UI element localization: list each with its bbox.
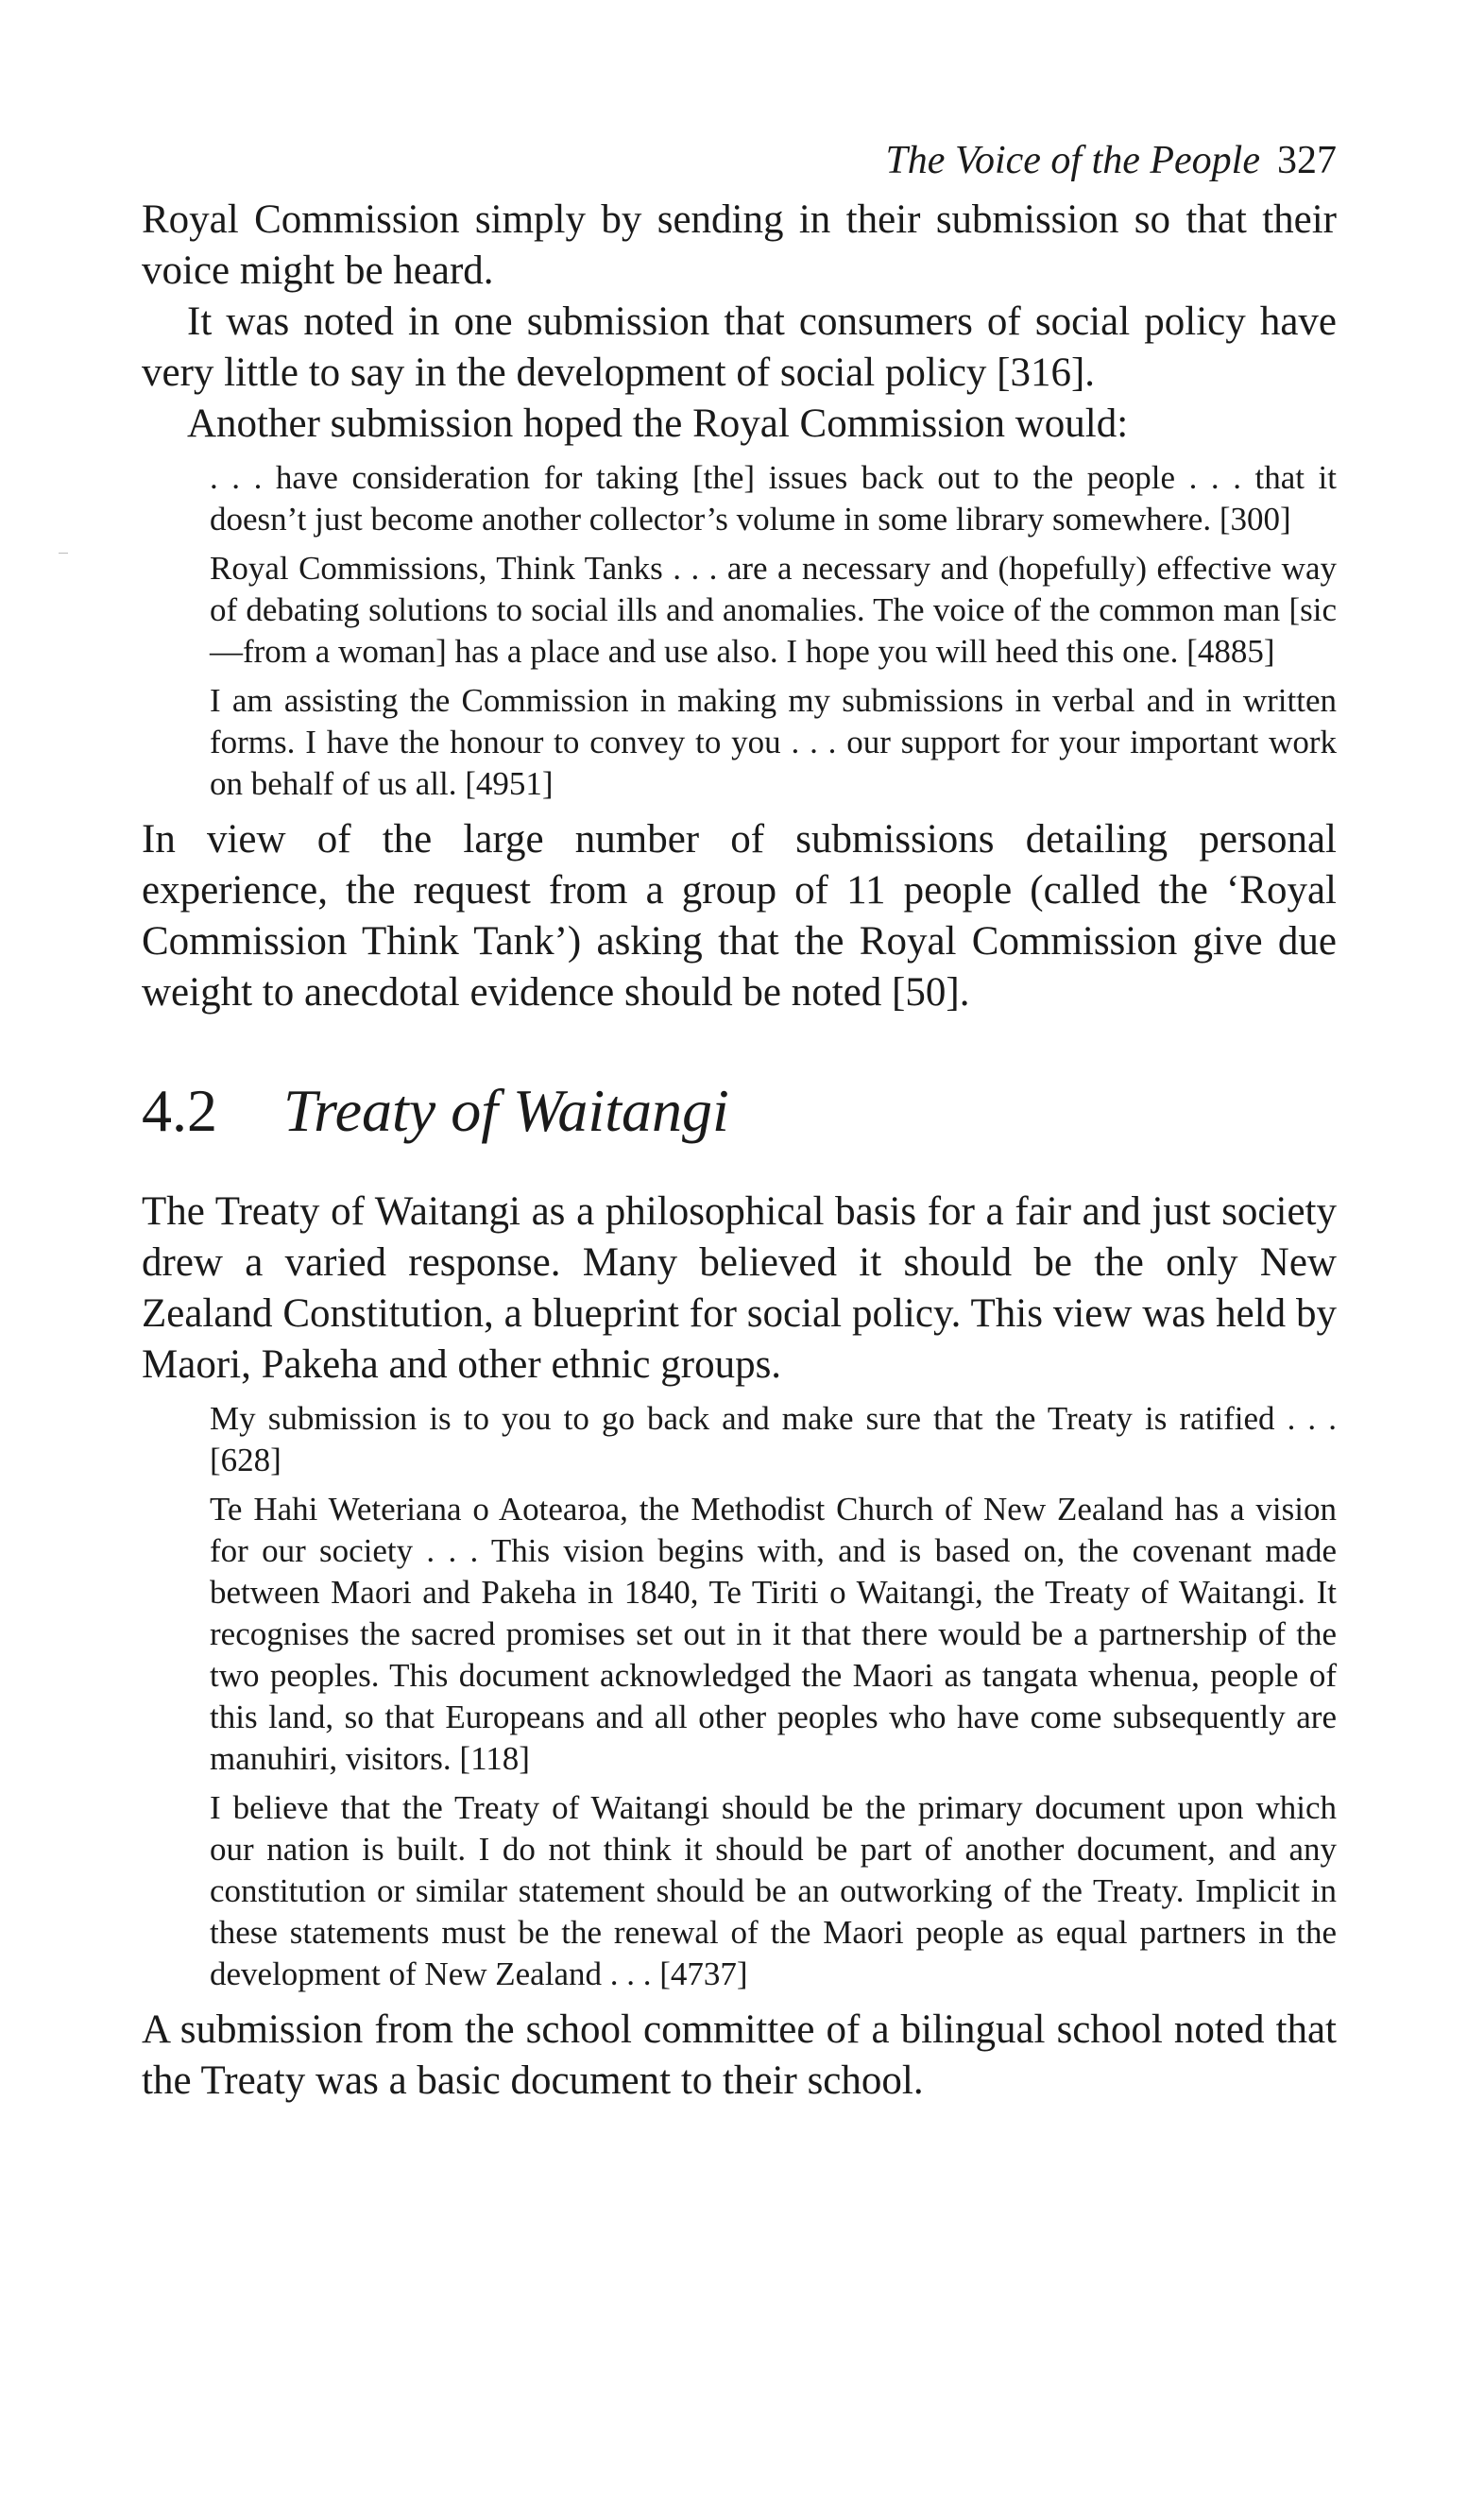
paragraph-continuation: Royal Commission simply by sending in their submission so that their voice might be heard.: [142, 197, 1337, 293]
block-quote: Royal Commissions, Think Tanks . . . are a necessary and (hopefully) effective way of debating solutions to social ills and anomalies. The voice of the common man [sic—from a woman] has a place and use also. I hope you will heed this one. [4885]: [210, 550, 1337, 670]
margin-mark: [59, 553, 68, 554]
paragraph: A submission from the school committee of a bilingual school noted that the Treaty was a basic document to their school.: [142, 2007, 1337, 2103]
block-quotes-2: [210, 1398, 1337, 1995]
paragraph: In view of the large number of submissions detailing personal experience, the request from a group of 11 people (called the ‘Royal Commission Think Tank’) asking that the Royal Commission give due weight to anecdotal evidence should be noted [50].: [142, 817, 1337, 1015]
running-head-title: The Voice of the People: [885, 139, 1260, 182]
block-quote: . . . have consideration for taking [the] issues back out to the people . . . that it doesn’t just become another collector’s volume in some library somewhere. [300]: [210, 459, 1337, 538]
block-quote: My submission is to you to go back and make sure that the Treaty is ratified . . . [628]: [210, 1400, 1337, 1478]
paragraph: Another submission hoped the Royal Commission would:: [187, 401, 1129, 446]
block-quote: Te Hahi Weteriana o Aotearoa, the Methodist Church of New Zealand has a vision for our society . . . This vision begins with, and is based on, the covenant made between Maori and Pakeha in 1840, Te Tiriti o Waitangi, the Treaty of Waitangi. It recognises the sacred promises set out in it that there would be a partnership of the two peoples. This document acknowledged the Maori as tangata whenua, people of this land, so that Europeans and all other peoples who have come subsequently are manuhiri, visitors. [118]: [210, 1491, 1337, 1777]
section-heading: [142, 1073, 1337, 1149]
block-quotes-1: [210, 457, 1337, 805]
document-page: [142, 132, 1337, 2107]
block-quote: I am assisting the Commission in making my submissions in verbal and in written forms. I have the honour to convey to you . . . our support for your important work on behalf of us all. [4951]: [210, 682, 1337, 802]
block-quote: I believe that the Treaty of Waitangi should be the primary document upon which our nation is built. I do not think it should be part of another document, and any constitution or similar statement should be an outworking of the Treaty. Implicit in these statements must be the renewal of the Maori people as equal partners in the development of New Zealand . . . [4737]: [210, 1789, 1337, 1992]
running-head: [142, 132, 1337, 189]
section-title: Treaty of Waitangi: [283, 1077, 729, 1144]
paragraph: It was noted in one submission that consumers of social policy have very little to say in the development of social policy [316].: [142, 299, 1337, 395]
page-number: 327: [1277, 139, 1337, 182]
paragraph: The Treaty of Waitangi as a philosophical basis for a fair and just society drew a varied response. Many believed it should be the only New Zealand Constitution, a blueprint for social policy. This view was held by Maori, Pakeha and other ethnic groups.: [142, 1189, 1337, 1387]
section-number: 4.2: [142, 1077, 217, 1144]
